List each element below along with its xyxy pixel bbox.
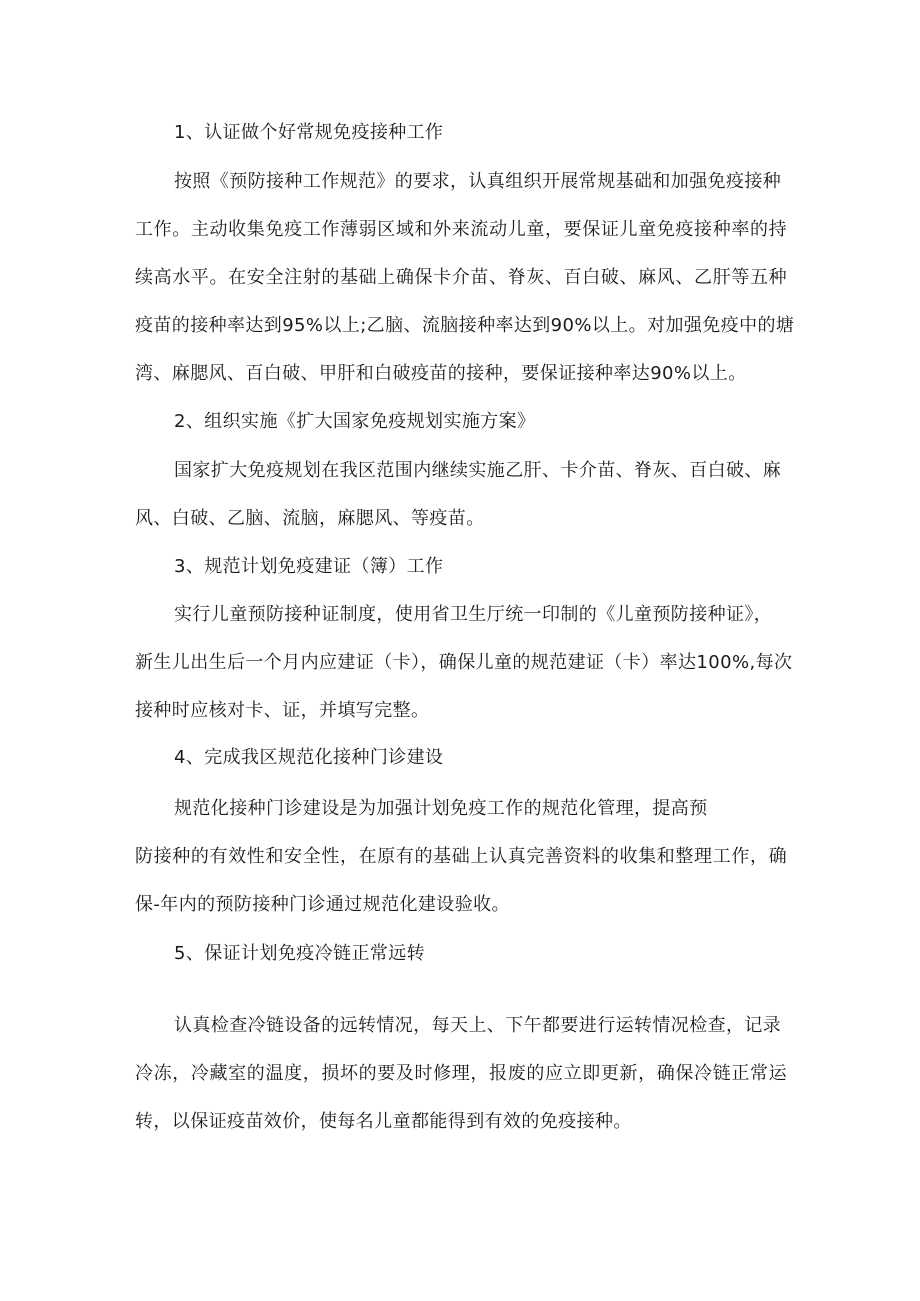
paragraph-line: 按照《预防接种工作规范》的要求，认真组织开展常规基础和加强免疫接种	[174, 171, 782, 192]
paragraph-line: 实行儿童预防接种证制度，使用省卫生厅统一印制的《儿童预防接种证》，	[174, 604, 773, 625]
paragraph-line: 冷冻，冷藏室的温度，损坏的要及时修理，报废的应立即更新，确保冷链正常运	[135, 1063, 787, 1084]
section-heading-1: 1、认证做个好常规免疫接种工作	[174, 122, 444, 143]
section-heading-2: 2、组织实施《扩大国家免疫规划实施方案》	[174, 411, 536, 432]
paragraph-line: 防接种的有效性和安全性，在原有的基础上认真完善资料的收集和整理工作，确	[135, 846, 787, 867]
paragraph-line: 接种时应核对卡、证，并填写完整。	[135, 700, 430, 721]
paragraph-line: 保-年内的预防接种门诊通过规范化建设验收。	[135, 894, 510, 915]
section-heading-4: 4、完成我区规范化接种门诊建设	[174, 747, 444, 768]
paragraph-line: 转，以保证疫苗效价，使每名儿童都能得到有效的免疫接种。	[135, 1111, 632, 1132]
paragraph-line: 续高水平。在安全注射的基础上确保卡介苗、脊灰、百白破、麻风、乙肝等五种	[135, 267, 787, 288]
paragraph-line: 工作。主动收集免疫工作薄弱区域和外来流动儿童，要保证儿童免疫接种率的持	[135, 219, 787, 240]
paragraph-line: 认真检查冷链设备的远转情况，每天上、下午都要进行运转情况检查，记录	[174, 1015, 782, 1036]
paragraph-line: 国家扩大免疫规划在我区范围内继续实施乙肝、卡介苗、脊灰、百白破、麻	[174, 460, 782, 481]
paragraph-line: 风、白破、乙脑、流脑，麻腮风、等疫苗。	[135, 508, 485, 529]
paragraph-line: 疫苗的接种率达到95%以上;乙脑、流脑接种率达到90%以上。对加强免疫中的塘	[135, 315, 795, 336]
paragraph-line: 规范化接种门诊建设是为加强计划免疫工作的规范化管理，提高预	[174, 798, 708, 819]
paragraph-line: 湾、麻腮风、百白破、甲肝和白破疫苗的接种，要保证接种率达90%以上。	[135, 363, 747, 384]
section-heading-3: 3、规范计划免疫建证（簿）工作	[174, 556, 444, 577]
section-heading-5: 5、保证计划免疫冷链正常远转	[174, 943, 426, 964]
paragraph-line: 新生儿出生后一个月内应建证（卡），确保儿童的规范建证（卡）率达100%,每次	[135, 652, 793, 673]
